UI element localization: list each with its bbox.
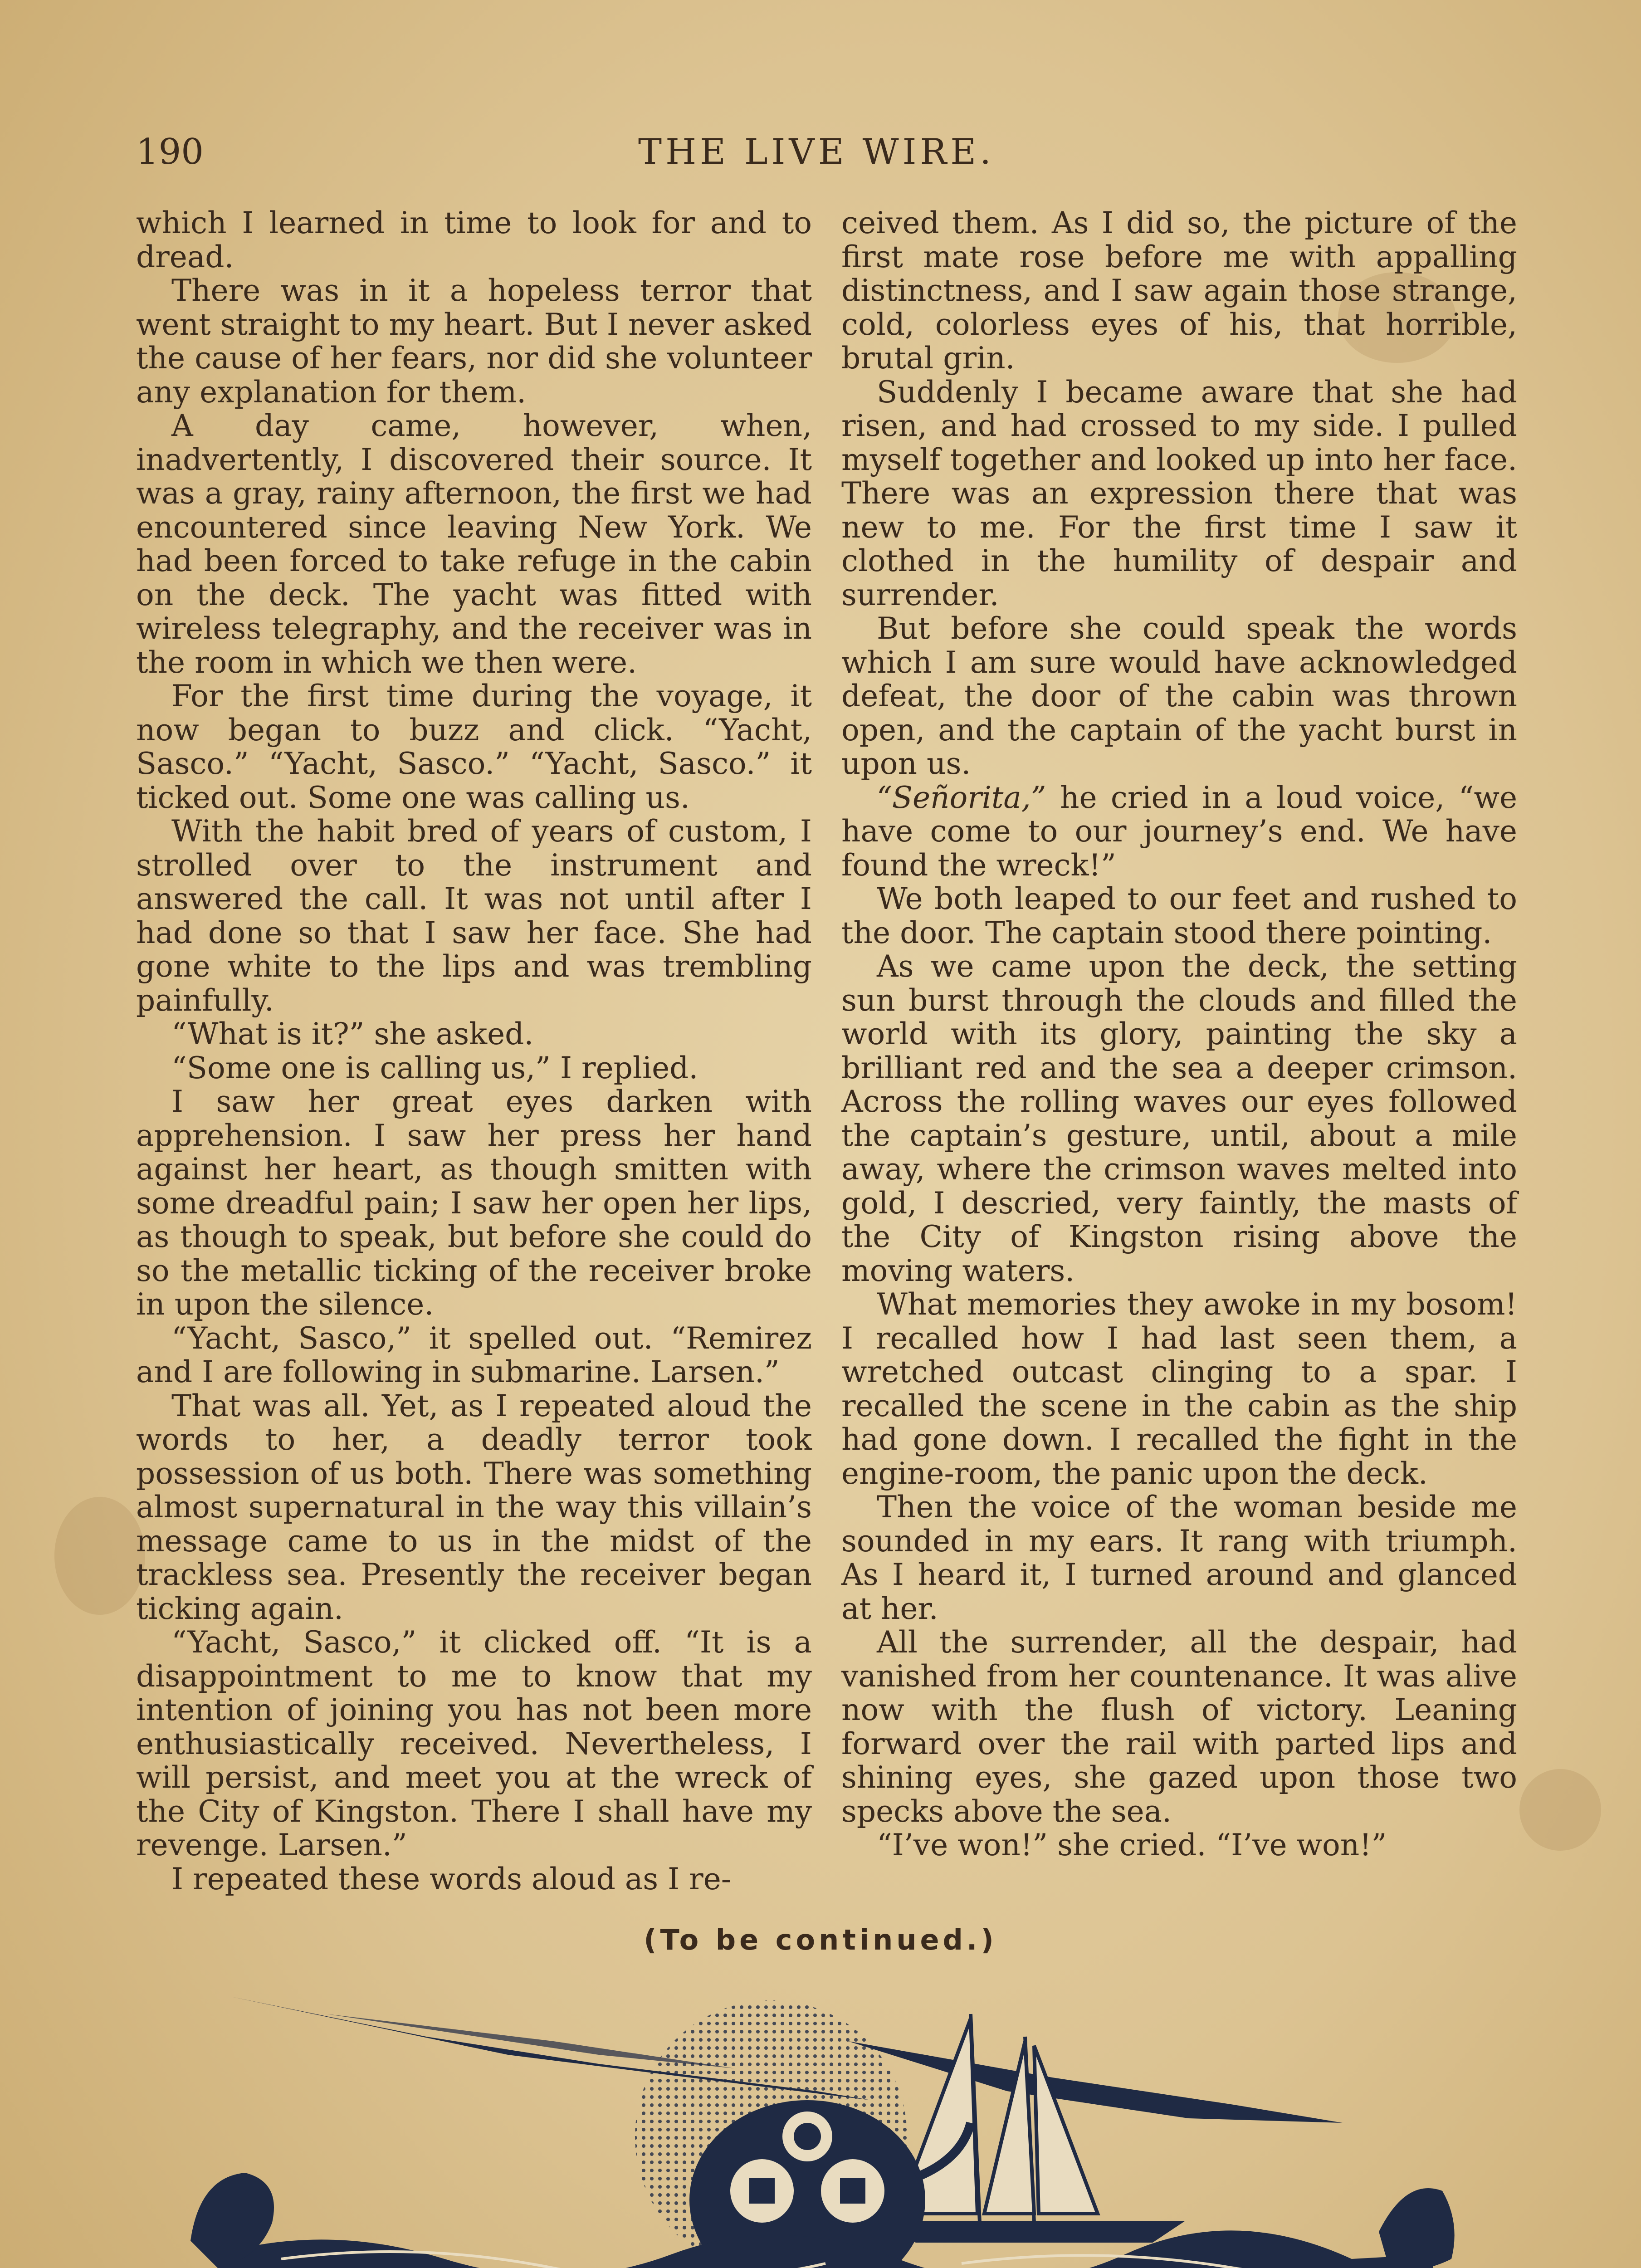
paragraph: ceived them. As I did so, the picture of the first mate rose before me with appalling distinctness, and I saw again those strange, cold, colorless eyes of his, that horrible, brutal grin.	[841, 205, 1517, 376]
diver-ship-illustration	[190, 1987, 1460, 2268]
running-title: THE LIVE WIRE.	[638, 132, 995, 172]
paragraph: There was in it a hopeless terror that went straight to my heart. But I never asked the cause of her fears, nor did she volunteer any explanation for them.	[136, 273, 812, 410]
paragraph: But before she could speak the words which I am sure would have acknowledged defeat, the door of the cabin was thrown open, and the captain of the yacht burst in upon us.	[841, 611, 1517, 781]
paragraph: A day came, however, when, inadvertently, I discovered their source. It was a gray, rainy afternoon, the first we had encountered since leaving New York. We had been forced to take refuge in the cabin on the deck. The yacht was fitted with wireless telegraphy, and the receiver was in the room in which we then were.	[136, 408, 812, 680]
paragraph: “Yacht, Sasco,” it spelled out. “Remirez and I are following in submarine. Larsen.”	[136, 1320, 812, 1389]
paragraph: As we came upon the deck, the setting sun burst through the clouds and filled the world with its glory, painting the sky a brilliant red and the sea a deeper crimson. Across the rolling waves our eyes followed the captain’s gesture, until, about a mile away, where the crimson waves melted into gold, I descried, very faintly, the masts of the City of Kingston rising above the moving waters.	[841, 949, 1517, 1288]
paragraph-text: he cried in a loud voice, “we have come to our journey’s end. We have found the wreck!”	[841, 780, 1517, 883]
paragraph: That was all. Yet, as I repeated aloud the words to her, a deadly terror took possession of us both. There was something almost supernatural in the way this villain’s message came to us in the midst of the trackless sea. Presently the receiver began ticking again.	[136, 1388, 812, 1626]
paragraph	[841, 781, 1517, 883]
paper-stain	[54, 1497, 145, 1615]
paragraph: All the surrender, all the despair, had vanished from her countenance. It was alive now with the flush of victory. Leaning forward over the rail with parted lips and shining eyes, she gazed upon those two specks above the sea.	[841, 1625, 1517, 1829]
paragraph: “I’ve won!” she cried. “I’ve won!”	[877, 1828, 1387, 1862]
to-be-continued: (To be continued.)	[644, 1923, 997, 1956]
left-column	[136, 206, 812, 1912]
italic-senorita: “Señorita,”	[877, 780, 1046, 815]
cloud-streak	[327, 2014, 735, 2068]
paragraph: “What is it?” she asked.	[171, 1017, 534, 1051]
paragraph: “Yacht, Sasco,” it clicked off. “It is a disappointment to me to know that my intention of joining you has not been more enthusiastically received. Nevertheless, I will persist, and meet you at the wreck of the City of Kingston. There I shall have my revenge. Larsen.”	[136, 1625, 812, 1862]
paragraph: which I learned in time to look for and to dread.	[136, 205, 812, 274]
cloud-streak	[848, 2041, 1343, 2123]
paragraph: For the first time during the voyage, it now began to buzz and click. “Yacht, Sasco.” “Yacht, Sasco.” “Yacht, Sasco.” it ticked out. Some one was calling us.	[136, 679, 812, 815]
rock-right	[1379, 2188, 1455, 2268]
page-number: 190	[136, 132, 204, 172]
paper-stain	[1519, 1769, 1601, 1851]
paragraph: Then the voice of the woman beside me sounded in my ears. It rang with triumph. As I heard it, I turned around and glanced at her.	[841, 1490, 1517, 1626]
paragraph: With the habit bred of years of custom, I strolled over to the instrument and answered the call. It was not until after I had done so that I saw her face. She had gone white to the lips and was trembling painfully.	[136, 814, 812, 1018]
paragraph: Suddenly I became aware that she had risen, and had crossed to my side. I pulled myself together and looked up into her face. There was an expression there that was new to me. For the first time I saw it clothed in the humility of despair and surrender.	[841, 374, 1517, 612]
paragraph: We both leaped to our feet and rushed to the door. The captain stood there pointing.	[841, 881, 1517, 950]
paragraph: I repeated these words aloud as I re-	[171, 1861, 732, 1897]
paragraph: “Some one is calling us,” I replied.	[171, 1050, 698, 1085]
paragraph: I saw her great eyes darken with apprehension. I saw her press her hand against her heart, as though smitten with some dreadful pain; I saw her open her lips, as though to speak, but before she could do so the metallic ticking of the receiver broke in upon the silence.	[136, 1084, 812, 1322]
right-column	[841, 206, 1517, 1912]
paragraph: What memories they awoke in my bosom! I recalled how I had last seen them, a wretched outcast clinging to a spar. I recalled the scene in the cabin as the ship had gone down. I recalled the fight in the engine-room, the panic upon the deck.	[841, 1287, 1517, 1491]
sailing-ship	[889, 2014, 1179, 2241]
page-header	[136, 132, 1497, 186]
